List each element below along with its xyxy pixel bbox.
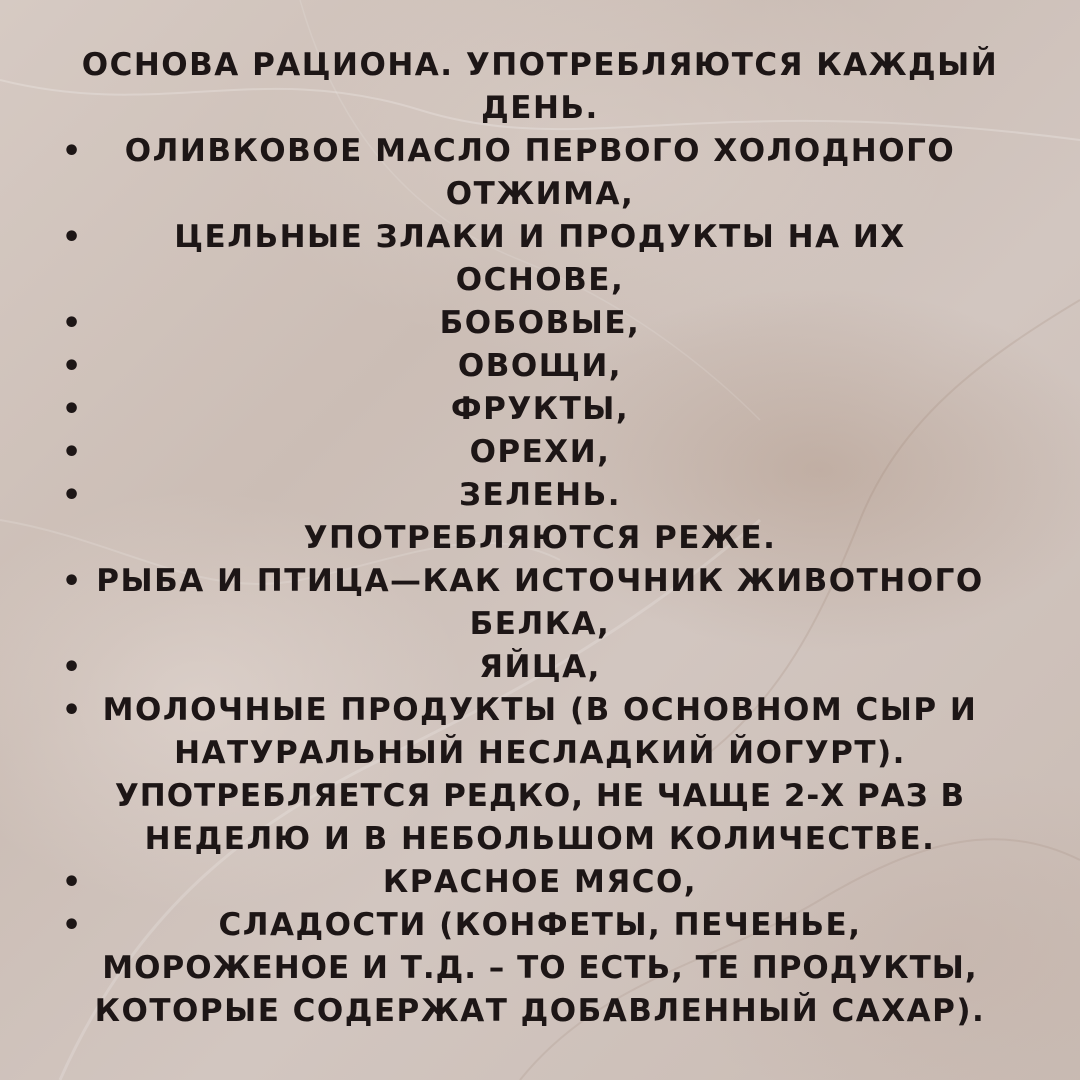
bullet-icon: • [62, 564, 83, 599]
line-text: УПОТРЕБЛЯЕТСЯ РЕДКО, НЕ ЧАЩЕ 2-Х РАЗ В [114, 778, 966, 814]
bullet-line [40, 431, 1040, 474]
bullet-line [40, 689, 1040, 732]
line-text: ДЕНЬ. [481, 90, 599, 126]
bullet-icon: • [62, 693, 83, 728]
line-text: ОЛИВКОВОЕ МАСЛО ПЕРВОГО ХОЛОДНОГО [124, 133, 956, 169]
bullet-line [40, 345, 1040, 388]
bullet-icon: • [62, 306, 83, 341]
bullet-icon: • [62, 134, 83, 169]
text-line [40, 87, 1040, 130]
bullet-line [40, 861, 1040, 904]
bullet-icon: • [62, 435, 83, 470]
text-line [40, 517, 1040, 560]
bullet-icon: • [62, 650, 83, 685]
line-text: ОСНОВЕ, [455, 262, 625, 298]
line-text: РЫБА И ПТИЦА—КАК ИСТОЧНИК ЖИВОТНОГО [96, 563, 984, 599]
line-text: БОБОВЫЕ, [439, 305, 641, 341]
bullet-line [40, 646, 1040, 689]
line-text: КОТОРЫЕ СОДЕРЖАТ ДОБАВЛЕННЫЙ САХАР). [94, 993, 986, 1029]
bullet-line [40, 474, 1040, 517]
bullet-icon: • [62, 865, 83, 900]
line-text: УПОТРЕБЛЯЮТСЯ РЕЖЕ. [303, 520, 777, 556]
bullet-line [40, 388, 1040, 431]
text-line [40, 259, 1040, 302]
bullet-icon: • [62, 220, 83, 255]
line-text: ОРЕХИ, [469, 434, 611, 470]
line-text: ОСНОВА РАЦИОНА. УПОТРЕБЛЯЮТСЯ КАЖДЫЙ [81, 47, 999, 83]
bullet-line [40, 216, 1040, 259]
line-text: ЦЕЛЬНЫЕ ЗЛАКИ И ПРОДУКТЫ НА ИХ [174, 219, 906, 255]
line-text: НЕДЕЛЮ И В НЕБОЛЬШОМ КОЛИЧЕСТВЕ. [144, 821, 936, 857]
text-line [40, 173, 1040, 216]
text-line [40, 775, 1040, 818]
bullet-icon: • [62, 908, 83, 943]
text-line [40, 818, 1040, 861]
line-text: НАТУРАЛЬНЫЙ НЕСЛАДКИЙ ЙОГУРТ). [174, 735, 906, 771]
bullet-line [40, 560, 1040, 603]
bullet-line [40, 302, 1040, 345]
line-text: МОРОЖЕНОЕ И Т.Д. – ТО ЕСТЬ, ТЕ ПРОДУКТЫ, [102, 950, 978, 986]
line-text: ЯЙЦА, [479, 649, 601, 685]
diet-text-block [40, 44, 1040, 1033]
line-text: ОВОЩИ, [457, 348, 623, 384]
line-text: ЗЕЛЕНЬ. [459, 477, 621, 513]
bullet-icon: • [62, 349, 83, 384]
text-line [40, 603, 1040, 646]
text-line [40, 732, 1040, 775]
bullet-icon: • [62, 392, 83, 427]
line-text: КРАСНОЕ МЯСО, [382, 864, 698, 900]
line-text: БЕЛКА, [469, 606, 611, 642]
line-text: ФРУКТЫ, [450, 391, 630, 427]
text-line [40, 990, 1040, 1033]
line-text: СЛАДОСТИ (КОНФЕТЫ, ПЕЧЕНЬЕ, [218, 907, 862, 943]
bullet-line [40, 130, 1040, 173]
line-text: МОЛОЧНЫЕ ПРОДУКТЫ (В ОСНОВНОМ СЫР И [102, 692, 978, 728]
bullet-icon: • [62, 478, 83, 513]
line-text: ОТЖИМА, [445, 176, 635, 212]
text-line [40, 44, 1040, 87]
text-line [40, 947, 1040, 990]
bullet-line [40, 904, 1040, 947]
